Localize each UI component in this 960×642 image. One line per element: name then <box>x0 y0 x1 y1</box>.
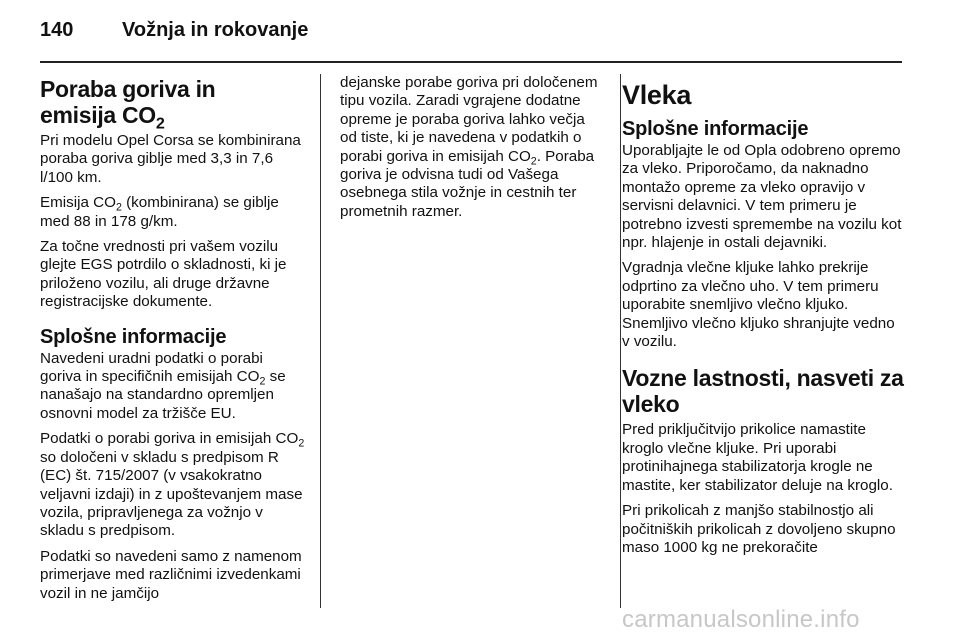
subscript: 2 <box>155 114 165 133</box>
paragraph-grease-ball: Pred priključitvijo prikolice namastite kroglo vlečne kljuke. Pri uporabi protinihajnega stabilizatorja krogle ne mastite, ker stabilizator deluje na kroglo. <box>622 421 893 494</box>
paragraph-consumption: Pri modelu Opel Corsa se kombinirana poraba goriva giblje med 3,3 in 7,6 l/100 km. <box>40 132 301 186</box>
heading-line-1: Poraba goriva in <box>40 76 216 102</box>
subscript: 2 <box>530 155 537 168</box>
section-title-towing: Vleka <box>622 80 692 110</box>
paragraph-comparison: Podatki so navedeni samo z namenom primerjave med različnimi izvedenkami vozil in ne jamčijo <box>40 547 302 602</box>
subscript: 2 <box>115 201 122 214</box>
text-run: dejanske porabe goriva pri določenem tipu vozila. Zaradi vgrajene dodatne opreme je poraba goriva lahko večja od tiste, ki je navedena v podatkih o porabi goriva in emisijah CO <box>340 74 598 165</box>
paragraph-emission <box>40 194 306 231</box>
text-run: se nanašajo na standardno opremljen osnovni model za tržišče EU. <box>40 368 286 422</box>
watermark: carmanualsonline.info <box>622 606 860 633</box>
subheading-general-info: Splošne informacije <box>622 118 809 140</box>
paragraph-trailer-stability: Pri prikolicah z manjšo stabilnostjo ali počitniških prikolicah z dovoljeno skupno maso 1000 kg ne prekoračite <box>622 502 896 556</box>
paragraph-towing-equipment: Uporabljajte le od Opla odobreno opremo za vleko. Priporočamo, da naknadno montažo opreme za vleko opravijo v servisni delavnici. V tem primeru je potrebno izvesti spremembe na vozilu kot npr. hlajenje in ostali dejavniki. <box>622 142 902 252</box>
section-heading-fuel-consumption <box>40 76 306 133</box>
subscript: 2 <box>259 375 266 388</box>
paragraph-towing-hook: Vgradnja vlečne kljuke lahko prekrije odprtino za vlečno uho. V tem primeru uporabite snemljivo vlečno kljuko. Snemljivo vlečno kljuko shranjujte vedno v vozilu. <box>622 259 895 351</box>
text-run: . Poraba goriva je odvisna tudi od Vašega osebnega stila vožnje in cestnih ter prometnih razmer. <box>340 147 595 220</box>
text-run: Navedeni uradni podatki o porabi goriva in specifičnih emisijah CO <box>40 349 263 386</box>
page-header <box>40 14 920 54</box>
subscript: 2 <box>298 438 305 450</box>
text-run: so določeni v skladu s predpisom R (EC) št. 715/2007 (v vsakokratno veljavni izdaji) in z upoštevanjem mase vozila, pripravljenega za vožnjo v skladu s predpisom. <box>40 448 303 540</box>
text-run: (kombinirana) se giblje med 88 in 178 g/km. <box>40 194 279 230</box>
subheading-driving-characteristics: Vozne lastnosti, nasveti za vleko <box>622 365 904 418</box>
column-divider-1 <box>320 74 321 608</box>
page-number: 140 <box>40 19 74 41</box>
text-run: Podatki o porabi goriva in emisijah CO <box>40 430 299 448</box>
paragraph-continuation <box>340 74 603 221</box>
column-left <box>40 74 306 610</box>
chapter-title: Vožnja in rokovanje <box>122 19 309 41</box>
subheading-general-info: Splošne informacije <box>40 325 227 348</box>
heading-line-2: emisija CO <box>40 102 156 128</box>
paragraph-official-data <box>40 350 306 424</box>
text-run: Emisija CO <box>40 194 116 212</box>
column-divider-2 <box>620 74 621 608</box>
column-right <box>622 74 904 564</box>
header-rule <box>40 61 902 63</box>
column-middle <box>340 74 603 228</box>
paragraph-regulation <box>40 430 306 540</box>
paragraph-exact-values: Za točne vrednosti pri vašem vozilu glejte EGS potrdilo o skladnosti, ki je priloženo vozilu, ali druge državne registracijske dokumente. <box>40 238 287 311</box>
